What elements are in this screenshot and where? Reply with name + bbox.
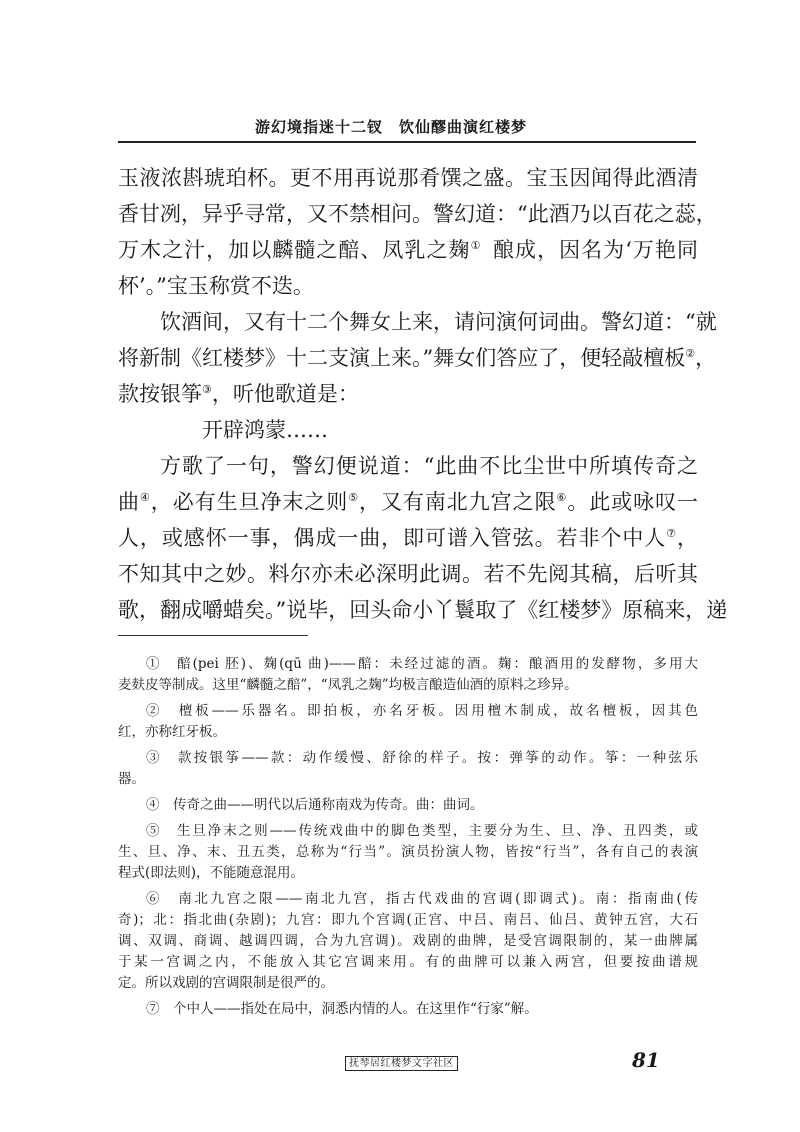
text-line: 玉液浓斟琥珀杯。更不用再说那肴馔之盛。宝玉因闻得此酒清 <box>118 166 698 190</box>
body-text <box>118 160 728 628</box>
footnote-6: ⑥ 南北九宫之限——南北九宫，指古代戏曲的宫调(即调式)。南：指南曲(传 奇)；北：指北曲(杂剧)；九宫：即九个宫调(正宫、中吕、南吕、仙吕、黄钟五宫，大石 调、双调、商调、越调四调，合为九宫调)。戏剧的曲牌，是受宫调限制的，某一曲牌属 于某一宫调之内，不能放入其它宫调来用。有的曲牌可以兼入两宫，但要按曲谱规 定。所以戏剧的宫调限制是很严的。 <box>118 891 698 991</box>
footnote-rule <box>118 635 308 636</box>
footnote-1: ① 醅(pei 胚)、麹(qū 曲)——醅：未经过滤的酒。麹：酿酒用的发酵物，多用大 麦麸皮等制成。这里“麟髓之醅”，“凤乳之麹”均极言酿造仙酒的原料之珍异。 <box>118 656 698 693</box>
header-rule <box>118 141 696 143</box>
text-line: 万木之汁，加以麟髓之醅、凤乳之麹① 酿成，因名为‘万艳同 <box>118 238 698 262</box>
footnote-mark: ⑤ <box>348 491 360 504</box>
footnote-mark: ⑦ <box>666 527 677 540</box>
text-line: 饮酒间，又有十二个舞女上来，请问演何词曲。警幻道：“就 <box>160 310 717 334</box>
text-line: 香甘冽，异乎寻常，又不禁相问。警幻道：“此酒乃以百花之蕊， <box>118 202 717 226</box>
footnote-mark: ① <box>470 239 482 252</box>
text-line: 不知其中之妙。料尔亦未必深明此调。若不先阅其稿，后听其 <box>118 562 698 586</box>
text-line: 将新制《红楼梦》十二支演上来。”舞女们答应了，便轻敲檀板②， <box>118 346 717 370</box>
footnote-5: ⑤ 生旦净末之则——传统戏曲中的脚色类型，主要分为生、旦、净、丑四类，或 生、旦、净、末、丑五类，总称为“行当”。演员扮演人物，皆按“行当”，各有自己的表演 程式(即法则)，不能随意混用。 <box>118 823 698 881</box>
page-number: 81 <box>632 1048 660 1072</box>
verse-line: 开辟鸿蒙…… <box>202 418 328 442</box>
text-line: 款按银筝③，听他歌道是： <box>118 382 359 406</box>
running-head: 游幻境指迷十二钗 饮仙醪曲演红楼梦 <box>255 118 528 136</box>
text-line: 人，或感怀一事，偶成一曲，即可谱入管弦。若非个中人⑦， <box>118 526 698 550</box>
text-line: 方歌了一句，警幻便说道：“此曲不比尘世中所填传奇之 <box>160 454 698 478</box>
footnote-mark: ⑥ <box>556 491 568 504</box>
text-line: 杯’。”宝玉称赏不迭。 <box>118 274 314 298</box>
text-line: 歌，翻成嚼蜡矣。”说毕，回头命小丫鬟取了《红楼梦》原稿来，递 <box>118 598 728 622</box>
text-line: 曲④，必有生旦净末之则⑤，又有南北九宫之限⑥。此或咏叹一 <box>118 490 699 514</box>
footnote-mark: ③ <box>202 383 212 396</box>
watermark-stamp: 抚琴居红楼梦文字社区 <box>345 1056 458 1071</box>
footnote-mark: ② <box>685 347 696 360</box>
footnote-2: ② 檀板——乐器名。即拍板，亦名牙板。因用檀木制成，故名檀板，因其色 红，亦称红牙板。 <box>118 703 698 740</box>
footnote-4: ④ 传奇之曲——明代以后通称南戏为传奇。曲：曲词。 <box>146 797 484 813</box>
footnote-7: ⑦ 个中人——指处在局中，洞悉内情的人。在这里作“行家”解。 <box>146 1001 538 1017</box>
footnotes <box>118 654 698 1025</box>
footnote-mark: ④ <box>139 491 151 504</box>
footnote-3: ③ 款按银筝——款：动作缓慢、舒徐的样子。按：弹筝的动作。筝：一种弦乐 器。 <box>118 750 698 787</box>
